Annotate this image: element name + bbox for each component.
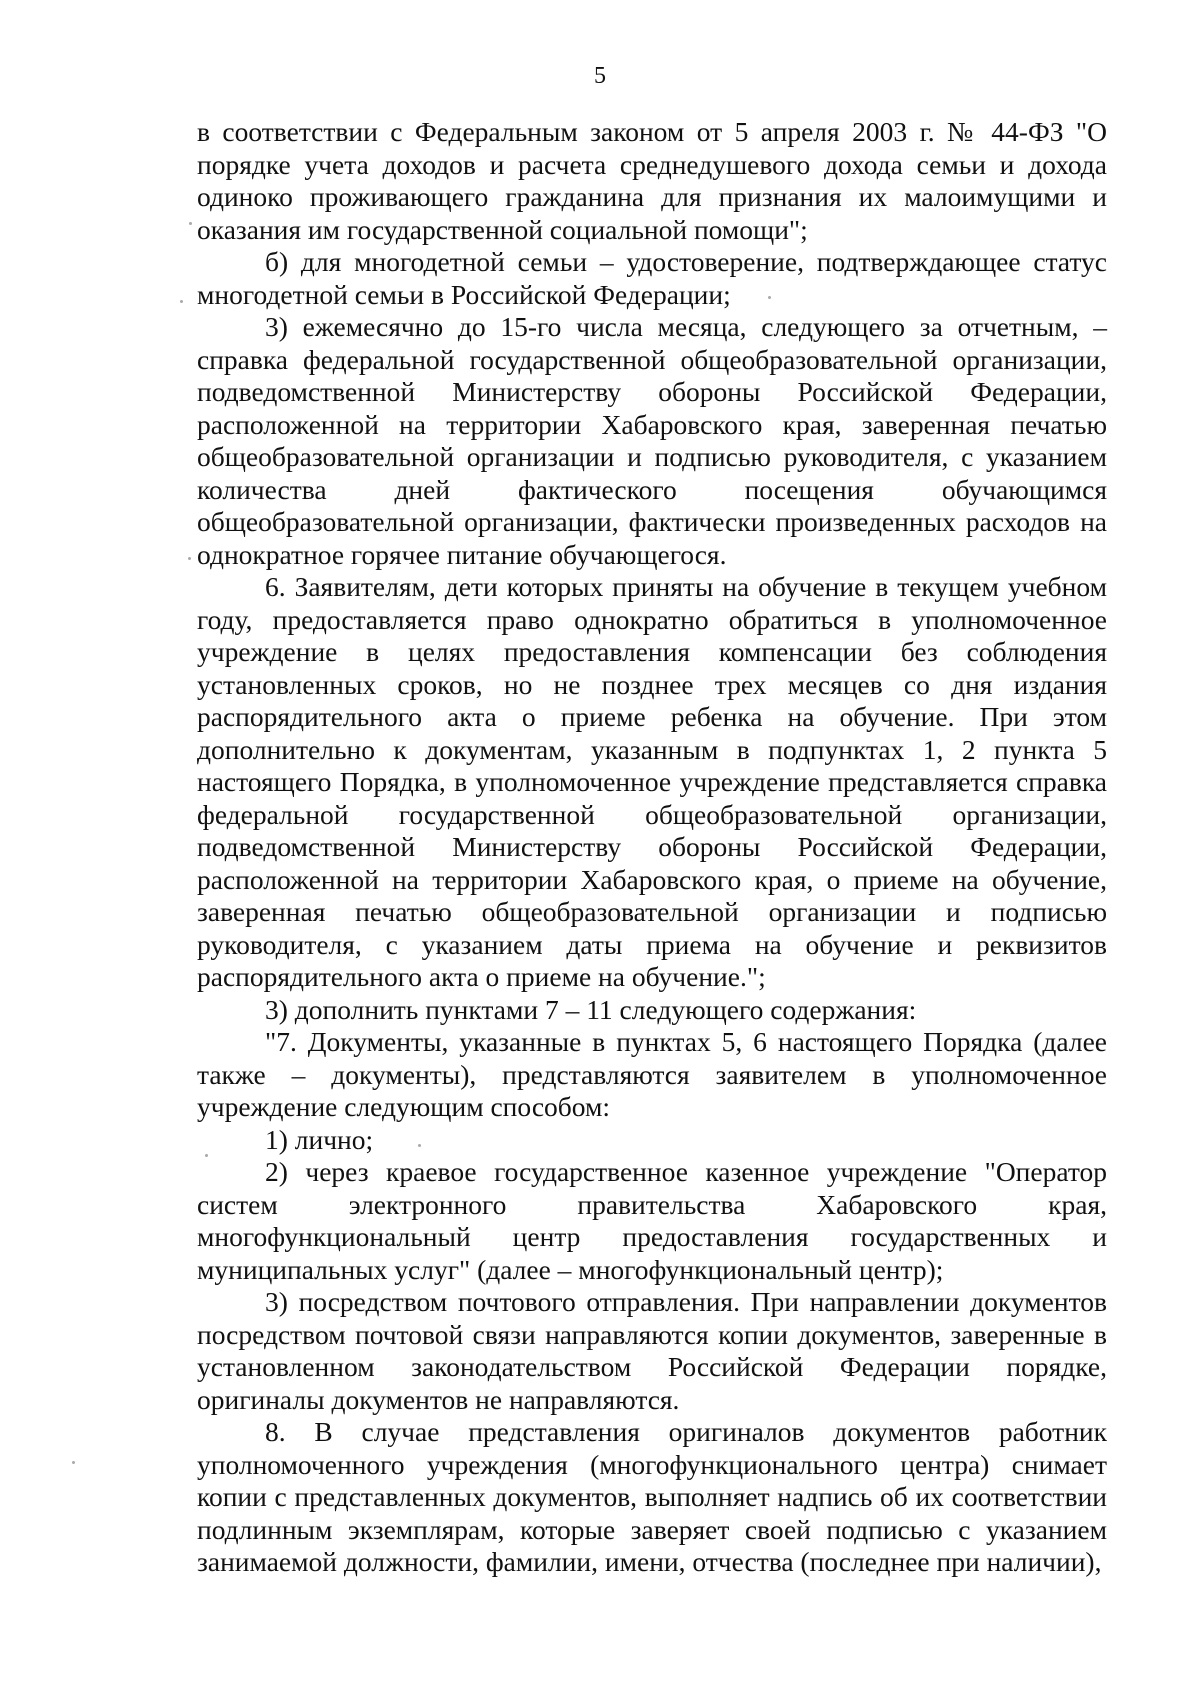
paragraph: 3) дополнить пунктами 7 – 11 следующего содержания: bbox=[265, 993, 917, 1025]
paragraph: 6. Заявителям, дети которых приняты на обучение в текущем учебном году, предоставляется право однократно обратиться в уполномоченное учреждение в целях предоставления компенсации без соблюдения установленных сроков, но не позднее трех месяцев со дня издания распорядительного акта о приеме ребенка на обучение. При этом дополнительно к документам, указанным в подпунктах 1, 2 пункта 5 настоящего Порядка, в уполномоченное учреждение представляется справка федеральной государственной общеобразовательной организации, подведомственной Министерству обороны Российской Федерации, расположенной на территории Хабаровского края, о приеме на обучение, заверенная печатью общеобразовательной организации и подписью руководителя, с указанием даты приема на обучение и реквизитов распорядительного акта о приеме на обучение."; bbox=[197, 571, 1107, 992]
document-body bbox=[197, 116, 1107, 1579]
scan-speck bbox=[768, 296, 771, 299]
scan-speck bbox=[180, 300, 183, 303]
paragraph: 2) через краевое государственное казенное учреждение "Оператор систем электронного правительства Хабаровского края, многофункциональный центр предоставления государственных и муниципальных услуг" (далее – многофункциональный центр); bbox=[197, 1156, 1107, 1285]
scan-speck bbox=[188, 557, 191, 560]
scan-speck bbox=[418, 1144, 421, 1147]
paragraph: в соответствии с Федеральным законом от 5 апреля 2003 г. № 44-ФЗ "О порядке учета доходов и расчета среднедушевого дохода семьи и дохода одиноко проживающего гражданина для признания их малоимущими и оказания им государственной социальной помощи"; bbox=[197, 116, 1107, 245]
paragraph: 3) посредством почтового отправления. При направлении документов посредством почтовой связи направляются копии документов, заверенные в установленном законодательством Российской Федерации порядке, оригиналы документов не направляются. bbox=[197, 1286, 1107, 1415]
paragraph: б) для многодетной семьи – удостоверение, подтверждающее статус многодетной семьи в Российской Федерации; bbox=[197, 246, 1107, 310]
paragraph: "7. Документы, указанные в пунктах 5, 6 настоящего Порядка (далее также – документы), представляются заявителем в уполномоченное учреждение следующим способом: bbox=[197, 1026, 1107, 1122]
paragraph: 1) лично; bbox=[265, 1123, 374, 1155]
page-number: 5 bbox=[594, 63, 606, 89]
scan-speck bbox=[205, 1154, 208, 1157]
paragraph: 3) ежемесячно до 15-го числа месяца, следующего за отчетным, – справка федеральной государственной общеобразовательной организации, подведомственной Министерству обороны Российской Федерации, расположенной на территории Хабаровского края, заверенная печатью общеобразовательной организации и подписью руководителя, с указанием количества дней фактического посещения обучающимся общеобразовательной организации, фактически произведенных расходов на однократное горячее питание обучающегося. bbox=[197, 311, 1107, 570]
paragraph: 8. В случае представления оригиналов документов работник уполномоченного учреждения (многофункционального центра) снимает копии с представленных документов, выполняет надпись об их соответствии подлинным экземплярам, которые заверяет своей подписью с указанием занимаемой должности, фамилии, имени, отчества (последнее при наличии), bbox=[197, 1416, 1107, 1577]
scan-speck bbox=[189, 222, 192, 225]
scan-speck bbox=[72, 1461, 75, 1464]
